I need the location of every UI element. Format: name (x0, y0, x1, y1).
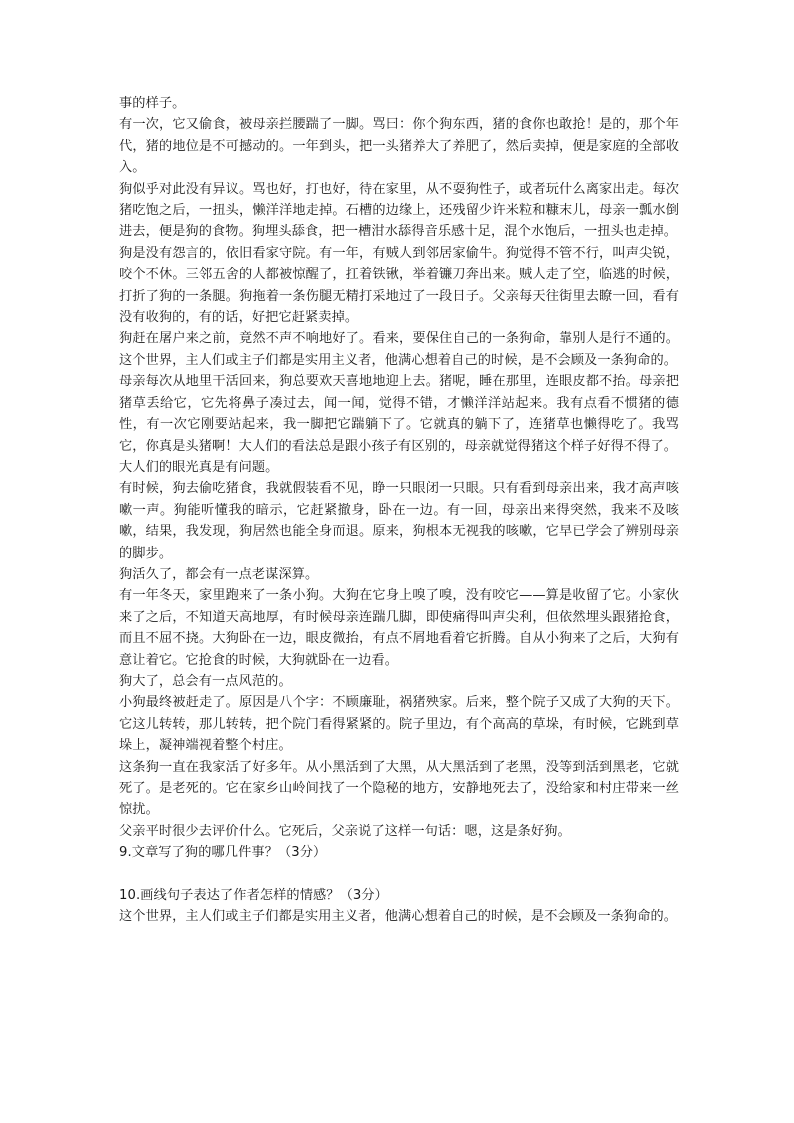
answer-space (119, 864, 679, 885)
paragraph-5: 狗赶在屠户来之前，竟然不声不响地好了。看来，要保住自己的一条狗命，靠别人是行不通的。这个世界，主人们或主子们都是实用主义者，他满心想着自己的时候，是不会顾及一条狗命的。 (119, 331, 679, 368)
document-page (119, 93, 679, 928)
question-10: 10.画线句子表达了作者怎样的情感？（3分） (119, 888, 388, 904)
paragraph-4: 狗是没有怨言的，依旧看家守院。有一年，有贼人到邻居家偷牛。狗觉得不管不行，叫声尖锐，咬个不休。三邻五舍的人都被惊醒了，扛着铁锹，举着镰刀奔出来。贼人走了空，临逃的时候，打折了狗的一条腿。狗拖着一条伤腿无精打采地过了一段日子。父亲每天往街里去瞭一回，看有没有收狗的，有的话，好把它赶紧卖掉。 (119, 245, 679, 326)
paragraph-14: 父亲平时很少去评价什么。它死后，父亲说了这样一句话：嗯，这是条好狗。 (119, 823, 571, 839)
question-9: 9.文章写了狗的哪几件事？（3分） (119, 845, 327, 861)
paragraph-9: 狗活久了，都会有一点老谋深算。 (119, 566, 319, 582)
paragraph-3: 狗似乎对此没有异议。骂也好，打也好，待在家里，从不耍狗性子，或者玩什么离家出走。每次猪吃饱之后，一扭头，懒洋洋地走掉。石槽的边缘上，还残留少许米粒和糠末儿，母亲一瓢水倒进去，便是狗的食物。狗埋头舔食，把一槽泔水舔得音乐感十足，混个水饱后，一扭头也走掉。 (119, 181, 679, 240)
paragraph-1: 事的样子。 (119, 96, 186, 111)
paragraph-6: 母亲每次从地里干活回来，狗总要欢天喜地地迎上去。猪呢，睡在那里，连眼皮都不抬。母亲把猪草丢给它，它先将鼻子凑过去，闻一闻，觉得不错，才懒洋洋站起来。我有点看不惯猪的德性，有一次它刚要站起来，我一脚把它踹躺下了。它就真的躺下了，连猪草也懒得吃了。我骂它，你真是头猪啊！大人们的看法总是跟小孩子有区别的，母亲就觉得猪这个样子好得不得了。 (119, 374, 679, 454)
paragraph-12: 小狗最终被赶走了。原因是八个字：不顾廉耻，祸猪殃家。后来，整个院子又成了大狗的天下。它这儿转转，那儿转转，把个院门看得紧紧的。院子里边，有个高高的草垛，有时候，它跳到草垛上，凝神端视着整个村庄。 (119, 695, 679, 754)
paragraph-13: 这条狗一直在我家活了好多年。从小黑活到了大黑，从大黑活到了老黑，没等到活到黑老，它就死了。是老死的。它在家乡山岭间找了一个隐秘的地方，安静地死去了，没给家和村庄带来一丝惊扰。 (119, 759, 679, 818)
question-10-quote: 这个世界，主人们或主子们都是实用主义者，他满心想着自己的时候，是不会顾及一条狗命的。 (119, 909, 678, 925)
paragraph-2: 有一次，它又偷食，被母亲拦腰踹了一脚。骂曰：你个狗东西，猪的食你也敢抢！是的，那个年代，猪的地位是不可撼动的。一年到头，把一头猪养大了养肥了，然后卖掉，便是家庭的全部收入。 (119, 117, 679, 176)
paragraph-8: 有时候，狗去偷吃猪食，我就假装看不见，睁一只眼闭一只眼。只有看到母亲出来，我才高声咳嗽一声。狗能听懂我的暗示，它赶紧撤身，卧在一边。有一回，母亲出来得突然，我来不及咳嗽，结果，我发现，狗居然也能全身而退。原来，狗根本无视我的咳嗽，它早已学会了辨别母亲的脚步。 (119, 481, 679, 561)
paragraph-7: 大人们的眼光真是有问题。 (119, 459, 279, 475)
paragraph-11: 狗大了，总会有一点风范的。 (119, 673, 292, 689)
paragraph-10: 有一年冬天，家里跑来了一条小狗。大狗在它身上嗅了嗅，没有咬它——算是收留了它。小家伙来了之后，不知道天高地厚，有时候母亲连踹几脚，即使痛得叫声尖利，但依然埋头跟猪抢食，而且不屈不挠。大狗卧在一边，眼皮微抬，有点不屑地看着它折腾。自从小狗来了之后，大狗有意让着它。它抢食的时候，大狗就卧在一边看。 (119, 588, 679, 668)
